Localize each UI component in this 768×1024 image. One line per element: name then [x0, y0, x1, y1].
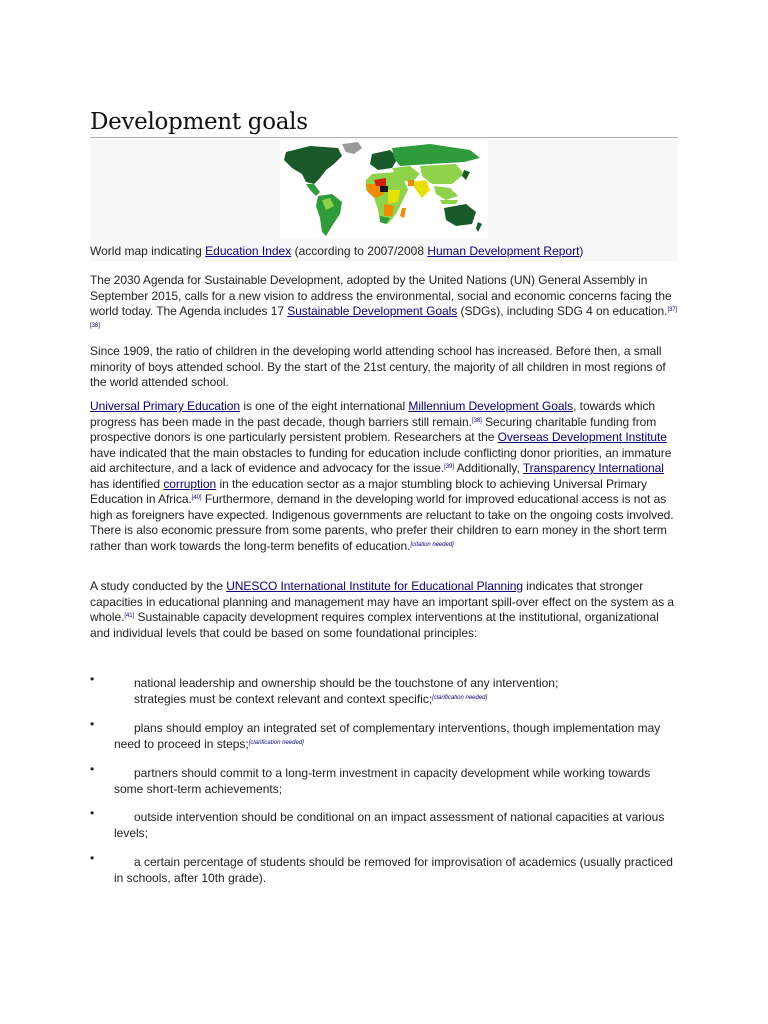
text: Additionally, [453, 461, 523, 475]
text: indicates that stronger capacities in educational planning and management may have an important spill-over effect on the system as a whole. [90, 579, 675, 624]
reference[interactable]: [39] [444, 464, 454, 470]
map-china [420, 164, 464, 184]
transparency-international-link[interactable]: Transparency International [522, 461, 664, 475]
text: Securing charitable funding from prospective donors is one particularly persistent problem. Researchers at the [90, 414, 657, 444]
bullet-icon: • [90, 672, 95, 686]
bullet-icon: • [90, 762, 95, 776]
reference[interactable]: [41] [124, 613, 135, 619]
sdg-link[interactable]: Sustainable Development Goals [287, 304, 458, 318]
paragraph-agenda [90, 273, 678, 335]
text: has identified [90, 476, 164, 491]
caption-text: (according to 2007/2008 [291, 244, 428, 258]
corruption-link[interactable]: corruption [163, 476, 217, 491]
map-russia [392, 144, 480, 166]
mdg-link[interactable]: Millennium Development Goals [408, 399, 574, 413]
world-map-image[interactable] [280, 140, 488, 239]
text: The 2030 Agenda for Sustainable Development, adopted by the United Nations (UN) General Assembly in September 2015, calls for a new vision to address the environmental, social and economic concerns facing the world today. The Agenda includes 17 [90, 273, 672, 318]
map-southeast-asia [434, 186, 458, 200]
reference[interactable]: [37][38] [90, 307, 678, 329]
clarification-needed[interactable]: [clarification needed] [248, 739, 304, 746]
map-australia [444, 204, 476, 226]
paragraph-unesco [90, 579, 678, 641]
text: A study conducted by the [90, 579, 227, 593]
bullet-icon: • [90, 851, 95, 865]
bullet-icon: • [90, 806, 95, 820]
text: Sustainable capacity development requires complex interventions at the institutional, organizational and individual levels that could be based on some foundational principles: [90, 610, 659, 640]
list-item-text: partners should commit to a long-term investment in capacity development while working towards some short-term achievements; [114, 766, 651, 796]
map-north-america [284, 146, 342, 184]
text: (SDGs), including SDG 4 on education. [457, 304, 668, 318]
figure-caption [90, 244, 583, 259]
upe-link[interactable]: Universal Primary Education [90, 399, 241, 413]
map-indonesia [440, 200, 458, 204]
paragraph-history [90, 344, 678, 391]
map-japan [462, 170, 470, 180]
map-madagascar [400, 208, 406, 218]
text: have indicated that the main obstacles to funding for education include conflicting donor priorities, an immature aid architecture, and a lack of evidence and advocacy for the issue. [90, 445, 672, 475]
text: in the education sector as a major stumbling block to achieving Universal Primary Education in Africa. [90, 476, 647, 506]
section-heading: Development goals [90, 108, 678, 138]
list-item-text: a certain percentage of students should be removed for improvisation of academics (usually practiced in schools, after 10th grade). [114, 855, 673, 885]
text: Since 1909, the ratio of children in the developing world attending school has increased. Before then, a small minority of boys attended school. By the start of the 21st century, the majority of all children in most regions of the world attended school. [90, 344, 666, 389]
map-pakistan [408, 180, 414, 186]
human-development-report-link[interactable]: Human Development Report [427, 244, 580, 258]
map-new-zealand [476, 222, 482, 232]
reference[interactable]: [40] [191, 495, 202, 501]
list-item-text: plans should employ an integrated set of complementary interventions, though implementation may need to proceed in steps; [114, 721, 661, 751]
paragraph-upe [90, 399, 678, 554]
clarification-needed[interactable]: [clarification needed] [432, 695, 488, 701]
citation-needed[interactable]: [citation needed] [410, 541, 454, 548]
text: , towards which progress has been made in the past decade, though barriers still remain. [90, 399, 656, 429]
list-item-text: outside intervention should be conditional on an impact assessment of national capacities at various levels; [114, 810, 665, 840]
odi-link[interactable]: Overseas Development Institute [497, 430, 667, 444]
text: is one of the eight international [240, 399, 409, 413]
map-chad-niger [380, 186, 388, 192]
caption-text: ) [579, 244, 584, 258]
map-india [412, 180, 430, 198]
list-item-text: strategies must be context relevant and context specific; [134, 692, 433, 706]
list-item-text: national leadership and ownership should be the touchstone of any intervention; [134, 676, 559, 690]
education-index-link[interactable]: Education Index [205, 244, 292, 258]
world-map-svg [280, 140, 488, 239]
reference[interactable]: [38] [471, 417, 482, 424]
figure [90, 139, 678, 261]
caption-text: World map indicating [90, 244, 206, 258]
bullet-icon: • [90, 717, 95, 731]
text: Furthermore, demand in the developing world for improved educational access is not as high as foreigners have expected. Indigenous governments are reluctant to take on the ongoing costs involved. There is also economic pressure from some parents, who prefer their children to earn money in the short term rather than work towards the long-term benefits of education. [90, 492, 674, 553]
map-greenland [342, 142, 362, 154]
map-central-america [306, 184, 320, 196]
unesco-iiep-link[interactable]: UNESCO International Institute for Educational Planning [226, 579, 523, 593]
